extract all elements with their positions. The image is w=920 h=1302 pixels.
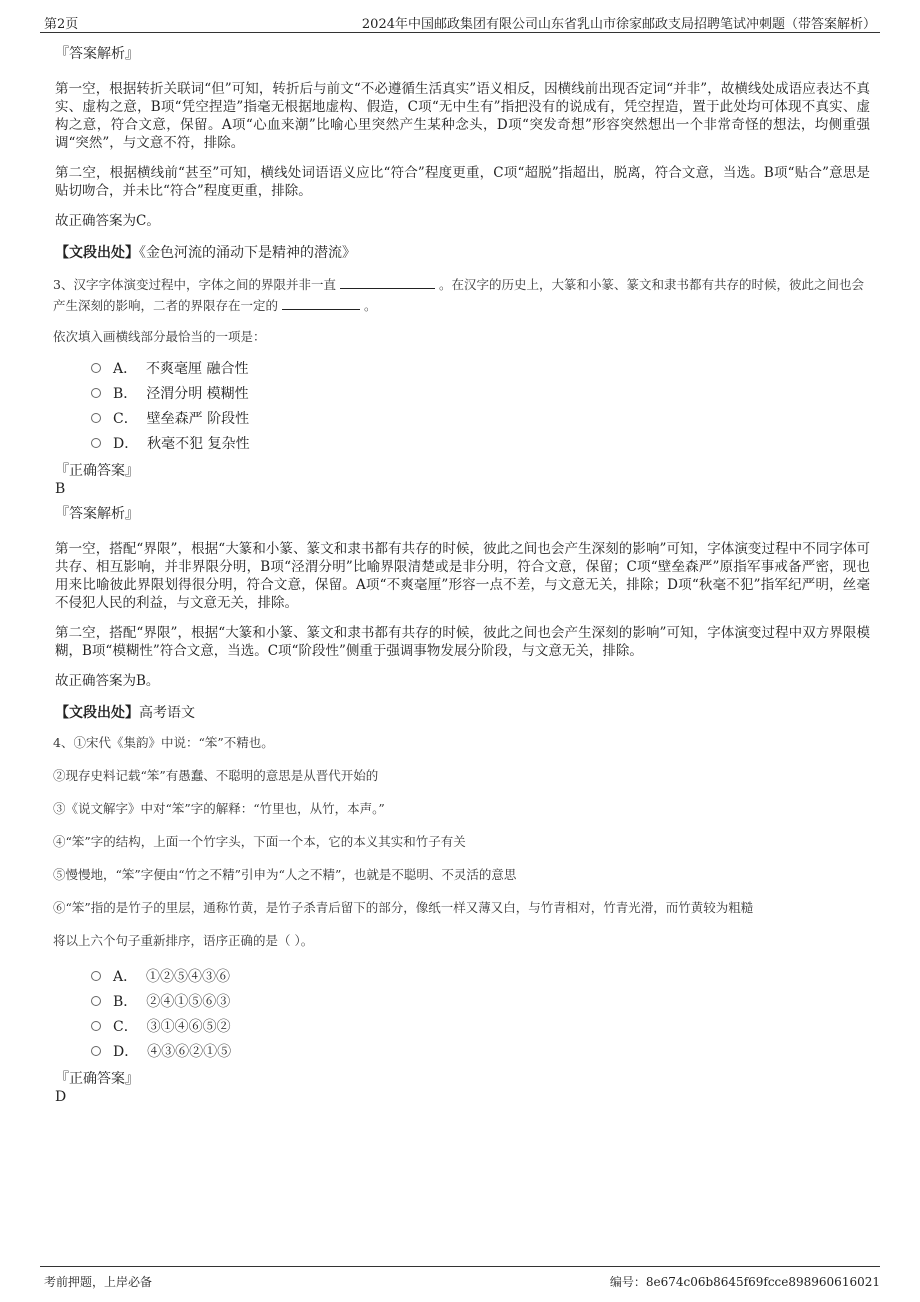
question-4-sentence: ③《说文解字》中对“笨”字的解释：“竹里也，从竹，本声。” <box>53 801 385 816</box>
option-b[interactable] <box>91 382 870 407</box>
radio-icon[interactable] <box>91 363 101 373</box>
stem-part: 3、汉字字体演变过程中，字体之间的界限并非一直 <box>53 277 336 292</box>
document-title: 2024年中国邮政集团有限公司山东省乳山市徐家邮政支局招聘笔试冲刺题（带答案解析） <box>361 17 876 32</box>
option-text: ②④①⑤⑥③ <box>146 994 231 1010</box>
analysis-heading: 『答案解析』 <box>55 46 139 62</box>
option-d[interactable] <box>91 1040 870 1065</box>
page-content <box>55 44 870 1112</box>
option-c[interactable] <box>91 1015 870 1040</box>
source-label: 【文段出处】 <box>55 705 139 721</box>
option-d[interactable] <box>91 432 870 457</box>
radio-icon[interactable] <box>91 438 101 448</box>
analysis-paragraph: 第一空，搭配“界限”，根据“大篆和小篆、篆文和隶书都有共存的时候，彼此之间也会产生深刻的影响”可知，字体演变过程中不同字体可共存、相互影响，并非界限分明，B项“泾渭分明”比喻界限清楚或是非分明，符合文意，保留；C项“壁垒森严”原指军事戒备严密，现也用来比喻彼此界限划得很分明，符合文意，保留。A项“不爽毫厘”形容一点不差，与文意无关，排除；D项“秋毫不犯”指军纪严明，丝毫不侵犯人民的利益，与文意无关，排除。 <box>55 541 870 611</box>
page-number: 第2页 <box>44 17 79 32</box>
option-c[interactable] <box>91 407 870 432</box>
correct-answer: D <box>55 1089 67 1105</box>
fill-blank <box>282 297 360 310</box>
option-letter: A． <box>113 969 138 985</box>
option-letter: D． <box>113 1044 139 1060</box>
question-4-instruction: 将以上六个句子重新排序，语序正确的是（ ）。 <box>53 933 314 948</box>
option-letter: B． <box>113 386 138 402</box>
page-footer <box>40 1266 880 1291</box>
question-3-options <box>91 357 870 457</box>
question-4-sentence: ②现存史料记载“笨”有愚蠢、不聪明的意思是从晋代开始的 <box>53 768 379 783</box>
correct-answer-heading: 『正确答案』 <box>55 1071 139 1087</box>
source-line <box>55 242 870 262</box>
option-text: ③①④⑥⑤② <box>146 1019 231 1035</box>
page-header <box>40 10 880 33</box>
option-letter: A． <box>113 361 138 377</box>
radio-icon[interactable] <box>91 971 101 981</box>
analysis-paragraph: 第二空，根据横线前“甚至”可知，横线处词语语义应比“符合”程度更重，C项“超脱”指超出，脱离，符合文意，当选。B项“贴合”意思是贴切吻合，并未比“符合”程度更重，排除。 <box>55 165 870 199</box>
source-label: 【文段出处】 <box>55 245 139 261</box>
option-text: 不爽毫厘 融合性 <box>146 361 249 377</box>
stem-part: 。 <box>364 298 377 313</box>
analysis-heading: 『答案解析』 <box>55 506 139 522</box>
source-text: 《金色河流的涌动下是精神的潜流》 <box>139 245 356 261</box>
radio-icon[interactable] <box>91 996 101 1006</box>
radio-icon[interactable] <box>91 413 101 423</box>
analysis-paragraph: 第一空，根据转折关联词“但”可知，转折后与前文“不必遵循生活真实”语义相反，因横线前出现否定词“并非”，故横线处成语应表达不真实、虚构之意，B项“凭空捏造”指毫无根据地虚构、假造，C项“无中生有”指把没有的说成有，凭空捏造，置于此处均可体现不真实、虚构之意，符合文意，保留。A项“心血来潮”比喻心里突然产生某种念头，D项“突发奇想”形容突然想出一个非常奇怪的想法，均侧重强调“突然”，与文意不符，排除。 <box>55 81 870 151</box>
radio-icon[interactable] <box>91 1021 101 1031</box>
source-line <box>55 702 870 722</box>
source-text: 高考语文 <box>139 705 195 721</box>
option-text: ①②⑤④③⑥ <box>146 969 231 985</box>
question-4-sentence: ⑥“笨”指的是竹子的里层，通称竹黄，是竹子杀青后留下的部分，像纸一样又薄又白，与竹青相对，竹青光滑，而竹黄较为粗糙 <box>53 900 754 915</box>
option-b[interactable] <box>91 990 870 1015</box>
option-a[interactable] <box>91 965 870 990</box>
question-4-sentence: ④“笨”字的结构，上面一个竹字头，下面一个本，它的本义其实和竹子有关 <box>53 834 466 849</box>
option-letter: B． <box>113 994 138 1010</box>
correct-answer: B <box>55 481 66 497</box>
option-letter: D． <box>113 436 139 452</box>
question-3-instruction: 依次填入画横线部分最恰当的一项是： <box>53 329 266 344</box>
option-text: ④③⑥②①⑤ <box>147 1044 232 1060</box>
option-text: 壁垒森严 阶段性 <box>146 411 250 427</box>
analysis-paragraph: 第二空，搭配“界限”，根据“大篆和小篆、篆文和隶书都有共存的时候，彼此之间也会产生深刻的影响”可知，字体演变过程中双方界限模糊，B项“模糊性”符合文意，当选。C项“阶段性”侧重于强调事物发展分阶段，与文意无关，排除。 <box>55 625 870 659</box>
fill-blank <box>340 276 435 289</box>
question-4-options <box>91 965 870 1065</box>
option-a[interactable] <box>91 357 870 382</box>
stem-part: 。在汉字的历史上，大篆和小篆、篆文和隶书都有共存的时候，彼此之间也会产生深刻的影响，二者的界限存在一定的 <box>53 277 864 313</box>
option-letter: C． <box>113 1019 138 1035</box>
radio-icon[interactable] <box>91 388 101 398</box>
question-3-stem <box>53 274 870 316</box>
radio-icon[interactable] <box>91 1046 101 1056</box>
footer-slogan: 考前押题，上岸必备 <box>44 1275 153 1289</box>
conclusion: 故正确答案为B。 <box>55 673 160 689</box>
option-text: 泾渭分明 模糊性 <box>146 386 249 402</box>
option-letter: C． <box>113 411 138 427</box>
question-4-sentence: ⑤慢慢地，“笨”字便由“竹之不精”引申为“人之不精”，也就是不聪明、不灵活的意思 <box>53 867 517 882</box>
correct-answer-heading: 『正确答案』 <box>55 463 139 479</box>
document-id: 编号：8e674c06b8645f69fcce898960616021 <box>609 1275 880 1289</box>
option-text: 秋毫不犯 复杂性 <box>147 436 250 452</box>
question-4-sentence: 4、①宋代《集韵》中说：“笨”不精也。 <box>53 735 274 750</box>
conclusion: 故正确答案为C。 <box>55 213 160 229</box>
